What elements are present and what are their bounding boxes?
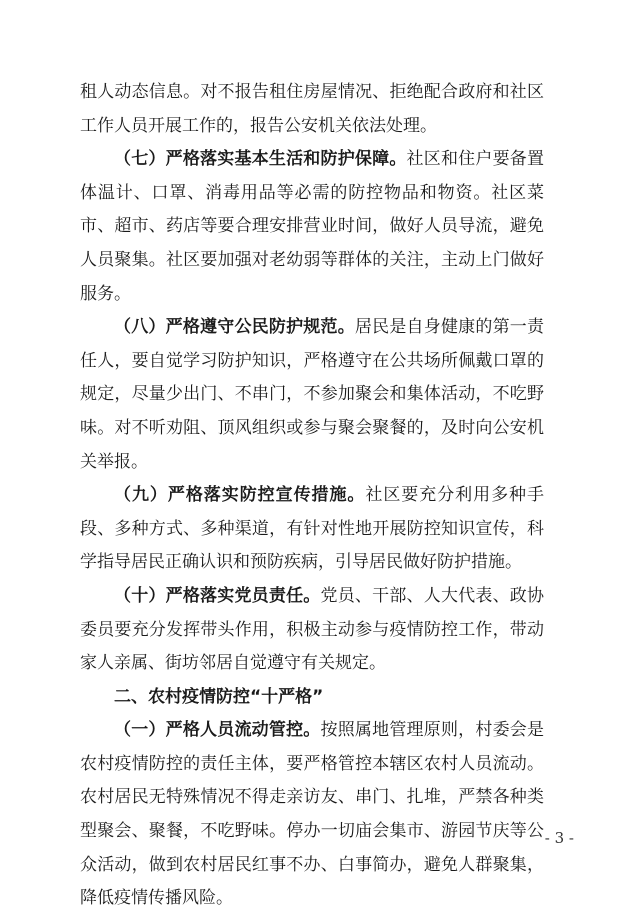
- paragraph-body: 社区和住户要备置体温计、口罩、消毒用品等必需的防控物品和物资。社区菜市、超市、药店等要合理安排营业时间，做好人员导流，避免人员聚集。社区要加强对老幼弱等群体的关注，主动上门做好服务。: [80, 149, 545, 304]
- paragraph-body: 居民是自身健康的第一责任人，要自觉学习防护知识，严格遵守在公共场所佩戴口罩的规定，尽量少出门、不串门，不参加聚会和集体活动，不吃野味。对不听劝阻、顶风组织或参与聚会聚餐的，及时向公安机关举报。: [80, 317, 545, 472]
- paragraph-lead: （八）严格遵守公民防护规范。: [114, 317, 355, 338]
- page-number: - 3 -: [544, 829, 574, 847]
- paragraph-item-8: [80, 311, 544, 479]
- paragraph-item-10: [80, 580, 544, 681]
- paragraph-continuation: [80, 76, 544, 143]
- paragraph-body: 按照属地管理原则，村委会是农村疫情防控的责任主体，要严格管控本辖区农村人员流动。农村居民无特殊情况不得走亲访友、串门、扎堆，严禁各种类型聚会、聚餐，不吃野味。停办一切庙会集市、游园节庆等公众活动，做到农村居民红事不办、白事简办，避免人群聚集，降低疫情传播风险。: [80, 720, 544, 909]
- paragraph-body: 社区要充分利用多种手段、多种方式、多种渠道，有针对性地开展防控知识宣传，科学指导居民正确认识和预防疾病，引导居民做好防护措施。: [80, 485, 544, 573]
- paragraph-lead: （十）严格落实党员责任。: [114, 585, 321, 606]
- paragraph-rural-item-1: [80, 714, 544, 916]
- section-heading: 二、农村疫情防控“十严格”: [114, 686, 324, 707]
- paragraph-item-7: [80, 143, 544, 311]
- paragraph-item-9: [80, 479, 544, 580]
- paragraph-body: 租人动态信息。对不报告租住房屋情况、拒绝配合政府和社区工作人员开展工作的，报告公安机关依法处理。: [80, 82, 544, 136]
- paragraph-lead: （七）严格落实基本生活和防护保障。: [114, 149, 407, 170]
- paragraph-lead: （九）严格落实防控宣传措施。: [114, 485, 366, 506]
- paragraph-body: 党员、干部、人大代表、政协委员要充分发挥带头作用，积极主动参与疫情防控工作，带动家人亲属、街坊邻居自觉遵守有关规定。: [80, 585, 544, 674]
- paragraph-lead: （一）严格人员流动管控。: [114, 720, 321, 741]
